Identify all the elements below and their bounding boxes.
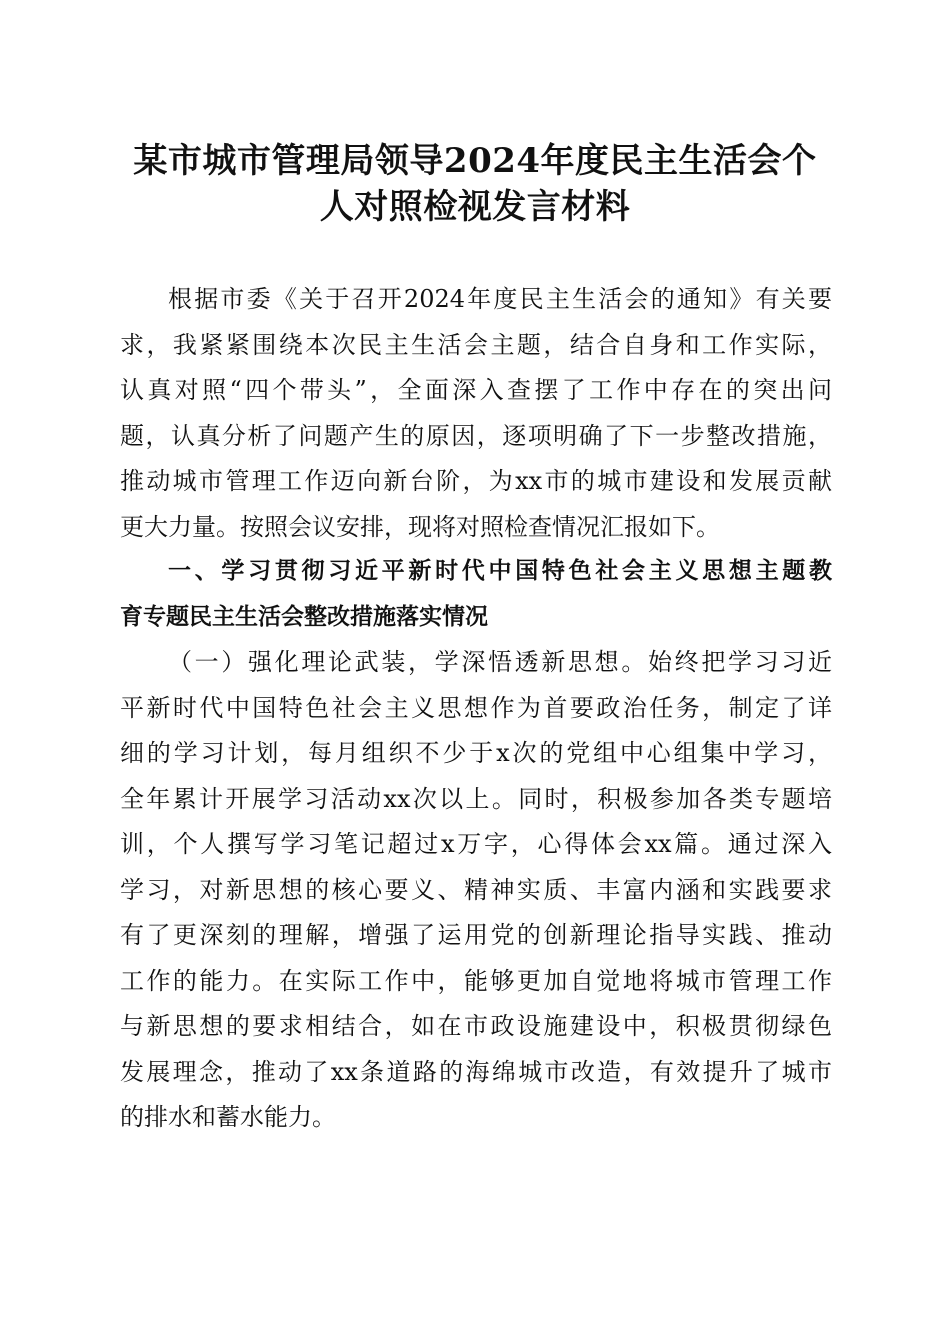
section-paragraph-line: 细的学习计划，每月组织不少于x次的党组中心组集中学习， bbox=[120, 739, 832, 767]
section-paragraph-line: 训，个人撰写学习笔记超过x万字，心得体会xx篇。通过深入 bbox=[120, 830, 832, 858]
section-paragraph-line: 工作的能力。在实际工作中，能够更加自觉地将城市管理工作 bbox=[120, 967, 832, 995]
section-heading-line: 一、学习贯彻习近平新时代中国特色社会主义思想主题教 bbox=[168, 558, 832, 584]
section-paragraph-line: （一）强化理论武装，学深悟透新思想。始终把学习习近 bbox=[168, 648, 832, 676]
section-paragraph-line: 全年累计开展学习活动xx次以上。同时，积极参加各类专题培 bbox=[120, 785, 832, 813]
section-paragraph-line: 有了更深刻的理解，增强了运用党的创新理论指导实践、推动 bbox=[120, 921, 832, 949]
section-paragraph-line: 的排水和蓄水能力。 bbox=[120, 1103, 336, 1131]
intro-paragraph-line: 认真对照“四个带头”，全面深入查摆了工作中存在的突出问 bbox=[120, 376, 832, 404]
section-heading-line: 育专题民主生活会整改措施落实情况 bbox=[120, 604, 488, 630]
section-paragraph-line: 发展理念，推动了xx条道路的海绵城市改造，有效提升了城市 bbox=[120, 1058, 832, 1086]
intro-paragraph-line: 求，我紧紧围绕本次民主生活会主题，结合自身和工作实际， bbox=[120, 331, 832, 359]
intro-paragraph-line: 题，认真分析了问题产生的原因，逐项明确了下一步整改措施， bbox=[120, 422, 832, 450]
intro-paragraph-line: 推动城市管理工作迈向新台阶，为xx市的城市建设和发展贡献 bbox=[120, 467, 832, 495]
document-title-line-2: 人对照检视发言材料 bbox=[319, 187, 631, 227]
intro-paragraph-line: 更大力量。按照会议安排，现将对照检查情况汇报如下。 bbox=[120, 513, 720, 541]
section-paragraph-line: 与新思想的要求相结合，如在市政设施建设中，积极贯彻绿色 bbox=[120, 1012, 832, 1040]
intro-paragraph-line: 根据市委《关于召开2024年度民主生活会的通知》有关要 bbox=[168, 285, 832, 313]
section-paragraph-line: 学习，对新思想的核心要义、精神实质、丰富内涵和实践要求 bbox=[120, 876, 832, 904]
section-paragraph-line: 平新时代中国特色社会主义思想作为首要政治任务，制定了详 bbox=[120, 694, 832, 722]
document-title-line-1: 某市城市管理局领导2024年度民主生活会个 bbox=[133, 141, 817, 181]
